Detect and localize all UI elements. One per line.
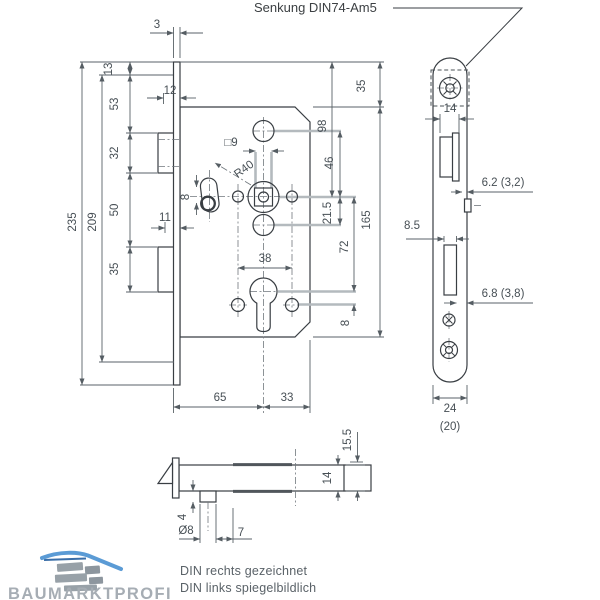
dim-8-bottom: 8 xyxy=(340,319,352,327)
deadbolt-front xyxy=(444,245,457,295)
drawing-notes xyxy=(180,564,316,595)
note-din-links: DIN links spiegelbildlich xyxy=(180,581,317,595)
callout-leader-line xyxy=(393,8,522,66)
dim-8-slot: 8 xyxy=(180,193,192,201)
dim-r40: R40 xyxy=(232,158,257,181)
guide-pin xyxy=(465,199,472,212)
brand-name: BAUMARKTPROFI xyxy=(8,585,172,600)
dim-8-5: 8.5 xyxy=(404,220,420,232)
top-view xyxy=(158,429,371,543)
dim-24: 24 xyxy=(443,403,457,415)
brand-logo xyxy=(8,553,172,600)
faceplate xyxy=(174,62,181,385)
dim-14: 14 xyxy=(443,103,457,115)
dim-dia8: Ø8 xyxy=(178,525,194,537)
front-view xyxy=(67,19,384,413)
dim-33: 33 xyxy=(280,392,294,404)
latch-bevel xyxy=(158,463,173,484)
callout-label: Senkung DIN74-Am5 xyxy=(254,0,377,15)
dim-15-5: 15.5 xyxy=(342,428,354,452)
dim-4: 4 xyxy=(177,513,189,521)
dim-209: 209 xyxy=(87,212,99,232)
face-view-dimensions xyxy=(406,114,533,404)
dim-7: 7 xyxy=(237,527,245,539)
latch-front xyxy=(440,137,453,177)
dim-12: 12 xyxy=(163,85,177,97)
dim-50: 50 xyxy=(109,203,121,217)
lock-case xyxy=(180,107,310,337)
dim-21-5: 21.5 xyxy=(322,201,334,225)
dim-13: 13 xyxy=(103,62,115,76)
dim-plate-thickness: 3 xyxy=(153,19,161,31)
dim-20: (20) xyxy=(439,421,461,433)
dim-53: 53 xyxy=(109,97,121,111)
dim-32: 32 xyxy=(109,146,121,160)
latch-bolt xyxy=(158,133,174,173)
dim-35-right: 35 xyxy=(356,79,368,93)
dim-98: 98 xyxy=(317,119,329,133)
note-din-rechts: DIN rechts gezeichnet xyxy=(180,564,308,578)
dim-165: 165 xyxy=(361,210,373,230)
callout xyxy=(254,0,522,66)
dim-38: 38 xyxy=(258,253,272,265)
dim-square-9: □9 xyxy=(224,137,238,149)
face-view xyxy=(404,58,533,433)
dim-72: 72 xyxy=(339,240,351,254)
dim-6-2: 6.2 (3,2) xyxy=(481,177,525,189)
faceplate-top-view xyxy=(173,458,180,498)
dim-65: 65 xyxy=(213,392,227,404)
dim-11: 11 xyxy=(159,212,171,224)
deadbolt xyxy=(158,247,174,292)
dim-35-left: 35 xyxy=(109,262,121,276)
dim-46: 46 xyxy=(324,156,336,170)
dim-235: 235 xyxy=(67,212,79,232)
case-top-view xyxy=(179,465,371,491)
dim-6-8: 6.8 (3,8) xyxy=(481,288,525,300)
fixing-pin xyxy=(200,491,216,502)
dim-14-top: 14 xyxy=(322,471,334,485)
